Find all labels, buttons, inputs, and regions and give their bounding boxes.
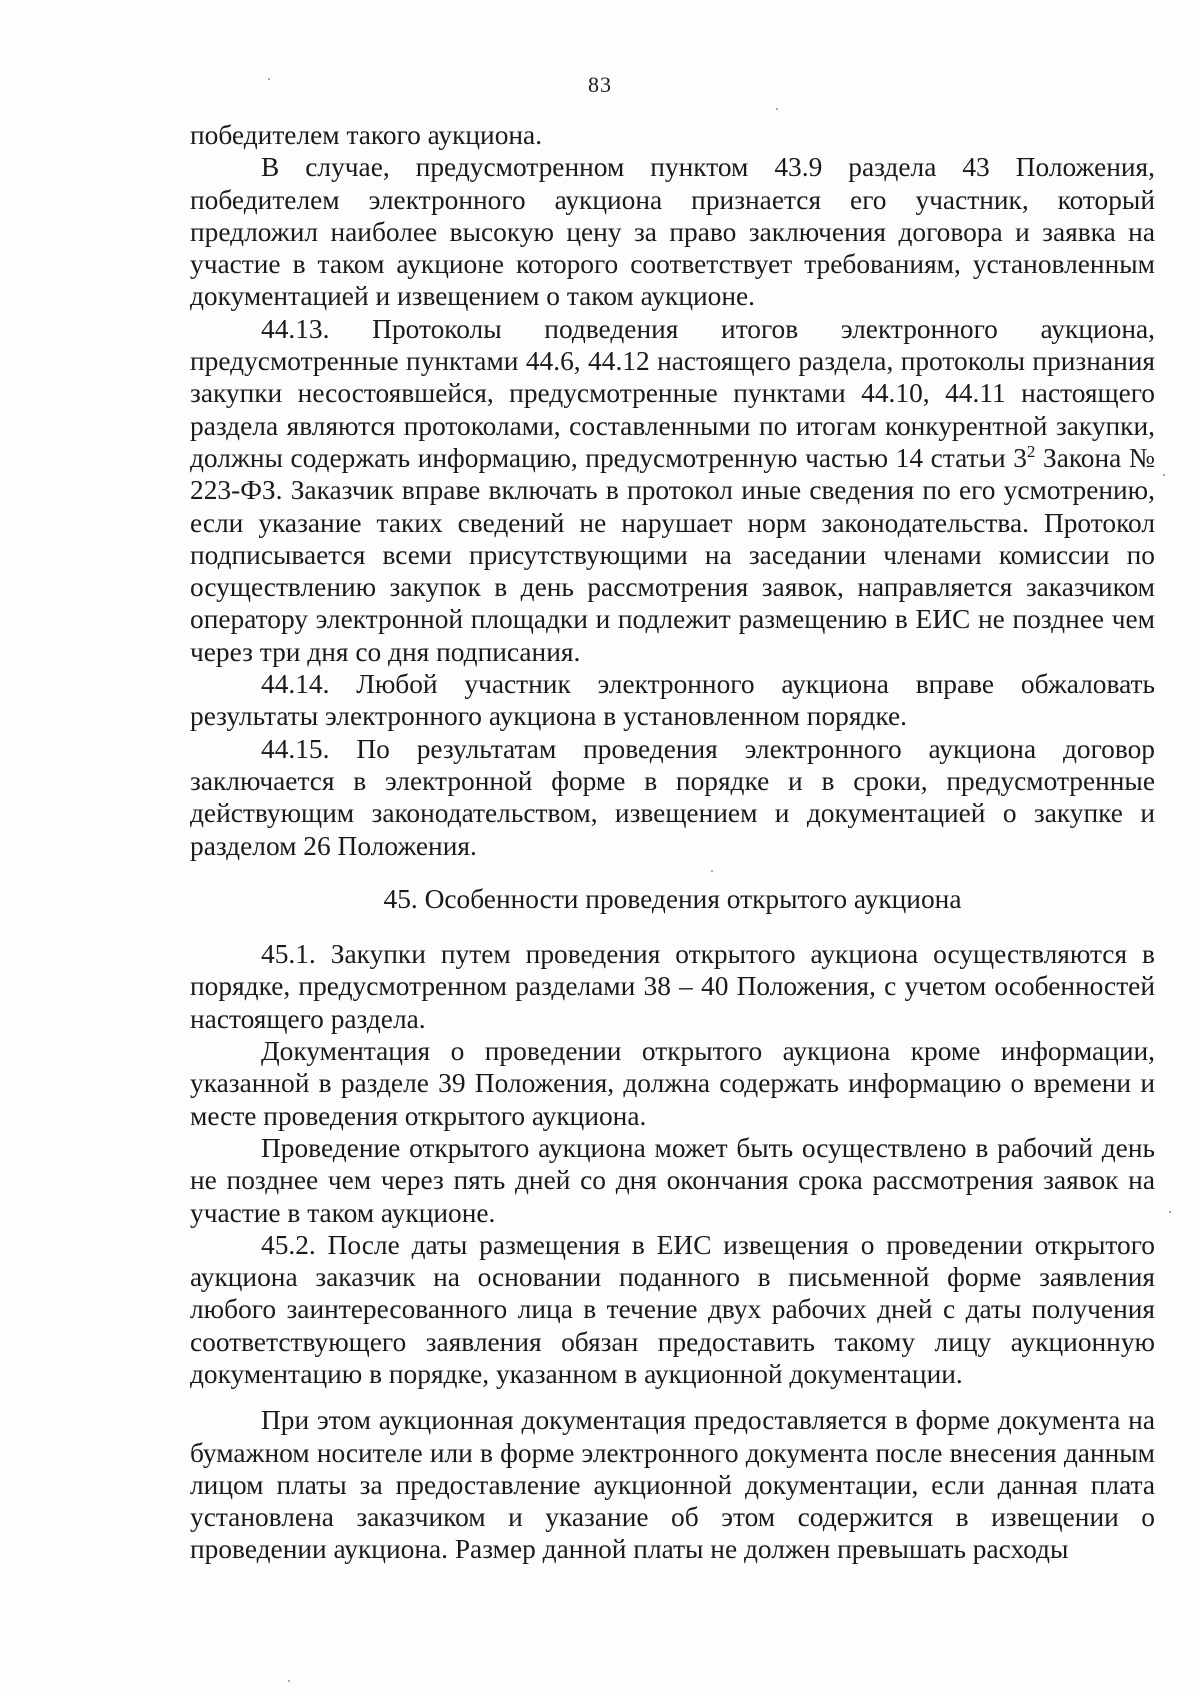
page-body xyxy=(190,119,1155,1566)
paragraph-clause-44-13 xyxy=(190,313,1155,668)
page-number: 83 xyxy=(588,72,612,97)
clause-44-13-text-before: 44.13. Протоколы подведения итогов электронного аукциона, предусмотренные пунктами 44.6, 44.12 настоящего раздела, протоколы признания закупки несостоявшейся, предусмотренные пунктами 44.10, 44.11 настоящего раздела являются протоколами, составленными по итогам конкурентной закупки, должны содержать информацию, предусмотренную частью 14 статьи 3 xyxy=(190,313,1155,473)
paragraph-auction-timing: Проведение открытого аукциона может быть осуществлено в рабочий день не позднее чем через пять дней со дня окончания срока рассмотрения заявок на участие в таком аукционе. xyxy=(190,1132,1155,1228)
section-heading: 45. Особенности проведения открытого аукциона xyxy=(383,883,962,914)
scan-speck xyxy=(268,78,270,80)
paragraph-clause-44-15: 44.15. По результатам проведения электронного аукциона договор заключается в электронной форме в порядке и в сроки, предусмотренные действующим законодательством, извещением и документацией о закупке и разделом 26 Положения. xyxy=(190,733,1155,861)
paragraph-documentation-requirements: Документация о проведении открытого аукциона кроме информации, указанной в разделе 39 Положения, должна содержать информацию о времени и месте проведения открытого аукциона. xyxy=(190,1036,1155,1131)
scan-speck xyxy=(1169,1211,1171,1213)
scan-speck xyxy=(288,1680,290,1682)
paragraph-clause-44-14: 44.14. Любой участник электронного аукциона вправе обжаловать результаты электронного аукциона в установленном порядке. xyxy=(190,669,1155,732)
scan-speck xyxy=(711,870,713,872)
scan-speck xyxy=(1163,474,1165,476)
paragraph-clause-44-12-case: В случае, предусмотренном пунктом 43.9 раздела 43 Положения, победителем электронного аукциона признается его участник, который предложил наиболее высокую цену за право заключения договора и заявка на участие в таком аукционе которого соответствует требованиям, установленным документацией и извещением о таком аукционе. xyxy=(190,152,1155,312)
paragraph-continuation: победителем такого аукциона. xyxy=(190,120,543,150)
paragraph-documentation-fee: При этом аукционная документация предоставляется в форме документа на бумажном носителе или в форме электронного документа после внесения данным лицом платы за предоставление аукционной документации, если данная плата установлена заказчиком и указание об этом содержится в извещении о проведении аукциона. Размер данной платы не должен превышать расходы xyxy=(190,1405,1155,1565)
paragraph-clause-45-2: 45.2. После даты размещения в ЕИС извещения о проведении открытого аукциона заказчик на основании поданного в письменной форме заявления любого заинтересованного лица в течение двух рабочих дней с даты получения соответствующего заявления обязан предоставить такому лицу аукционную документацию в порядке, указанном в аукционной документации. xyxy=(190,1229,1155,1389)
clause-44-13-text-after: Закона № 223-ФЗ. Заказчик вправе включать в протокол иные сведения по его усмотрению, если указание таких сведений не нарушает норм законодательства. Протокол подписывается всеми присутствующими на заседании членами комиссии по осуществлению закупок в день рассмотрения заявок, направляется заказчиком оператору электронной площадки и подлежит размещению в ЕИС не позднее чем через три дня со дня подписания. xyxy=(190,442,1155,667)
paragraph-clause-45-1: 45.1. Закупки путем проведения открытого аукциона осуществляются в порядке, предусмотренном разделами 38 – 40 Положения, с учетом особенностей настоящего раздела. xyxy=(190,939,1155,1034)
article-superscript: 2 xyxy=(1026,441,1036,461)
scan-speck xyxy=(776,108,778,110)
